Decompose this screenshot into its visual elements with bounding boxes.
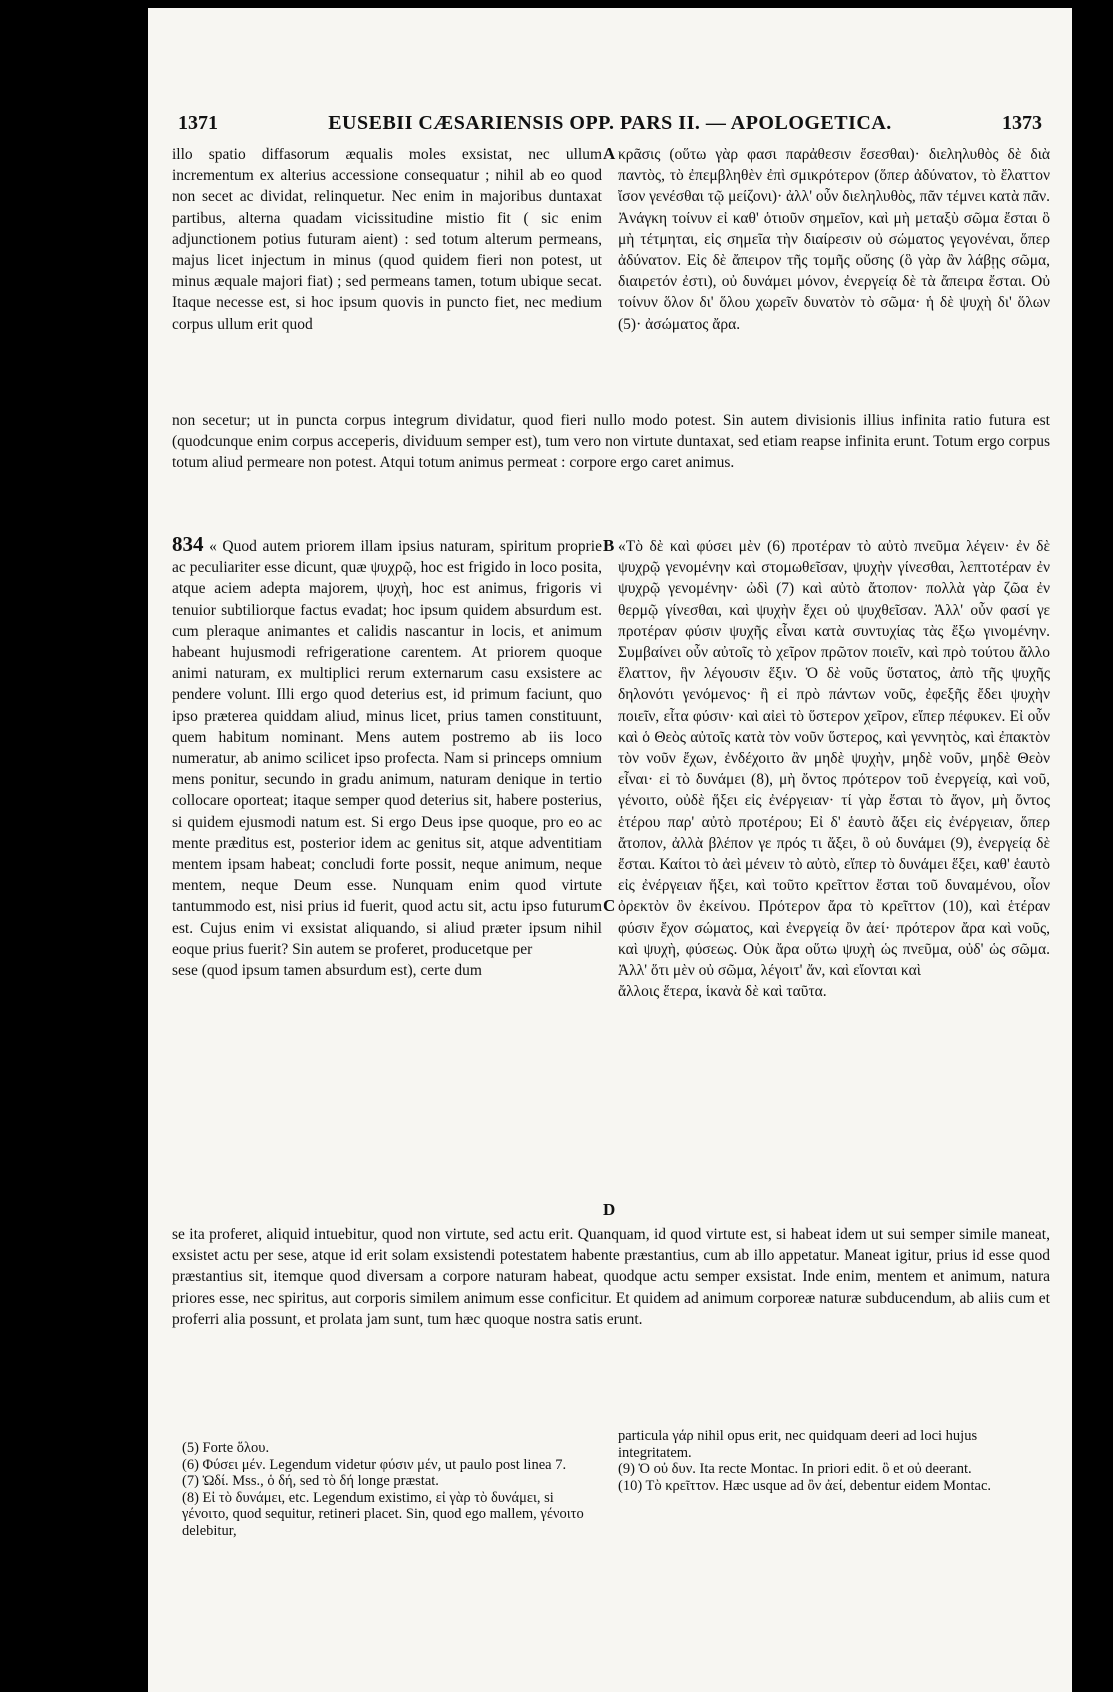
footnote: (10) Τὸ κρεῖττον. Hæc usque ad ὂν ἀεί, debentur eidem Montac. bbox=[618, 1477, 992, 1494]
section1-latin-column bbox=[172, 144, 602, 335]
section2-latin-end: sese (quod ipsum tamen absurdum est), certe dum bbox=[172, 962, 482, 980]
footnote: (5) Forte ὅλου. bbox=[182, 1440, 270, 1456]
page-number-right: 1373 bbox=[1002, 112, 1042, 134]
page-number-left: 1371 bbox=[178, 112, 218, 134]
section2-greek-text: «Τὸ δὲ καὶ φύσει μὲν (6) προτέραν τὸ αὐτὸ πνεῦμα λέγειν· ἐν δὲ ψυχρῷ γενομένην καὶ στομωθεῖσαν, ψυχὴν γίνεσθαι, λεπτοτέραν ἐν ψυχρῷ γενομένην· ὠδὶ (7) καὶ αὐτὸ ἄτοπον· πολλὰ γὰρ ζῶα ἐν θερμῷ γίνεσθαι, καὶ ψυχὴν ἔχει οὐ ψυχθεῖσαν. Ἀλλ' οὖν φασί γε προτέραν φύσιν ψυχῆς εἶναι κατὰ συντυχίας τὰς ἔξω γινομένην. Συμβαίνει οὖν αὐτοῖς τὸ χεῖρον πρῶτον ποιεῖν, καὶ πρὸ τούτου ἄλλο ἔλαττον, ἣν λέγουσιν ἕξιν. Ὁ δὲ νοῦς ὕστατος, ἀπὸ τῆς ψυχῆς δηλονότι γενόμενος· ἢ εἰ πρὸ πάντων νοῦς, ἐφεξῆς ἔδει ψυχὴν ποιεῖν, εἶτα φύσιν· καὶ αἰεὶ τὸ ὕστερον χεῖρον, εἴπερ πέφυκεν. Εἰ οὖν καὶ ὁ Θεὸς αὐτοῖς κατὰ τὸν νοῦν ὕστερος, καὶ γεννητὸς, καὶ ἐπακτὸν τὸν νοῦν ἔχων, ἐνδέχοιτο ἂν μηδὲ ψυχὴν, μηδὲ νοῦν, μηδὲ Θεὸν εἶναι· εἰ τὸ δυνάμει (8), μὴ ὄντος πρότερον τοῦ ἐνεργείᾳ, καὶ νοῦ, γένοιτο, οὐδὲ ἥξει εἰς ἐνέργειαν· τί γὰρ ἔσται τὸ ἄγον, μὴ ὄντος ἑτέρου παρ' αὐτὸ προτέρου; Εἰ δ' ἑαυτὸ ἄξει εἰς ἐνέργειαν, ὅπερ ἄτοπον, ἀλλὰ βλέπον γε πρός τι ἄξει, ὃ οὐ δυνάμει (9), ἐνεργείᾳ δὲ ἔσται. Καίτοι τὸ ἀεὶ μένειν τὸ αὐτὸ, εἴπερ τὸ δυνάμει ἕξει, καθ' ἑαυτὸ εἰς ἐνέργειαν ἥξει, καὶ τοῦτο κρεῖττον ἔσται τοῦ δυναμένου, οἷον ὀρεκτὸν ὂν ἐκείνου. Πρότερον ἄρα τὸ κρεῖττον (10), καὶ ἑτέραν φύσιν ἔχον σώματος, καὶ ἐνεργείᾳ ὂν ἀεί· πρότερον ἄρα καὶ νοῦς, καὶ ψυχὴ, φύσεως. Οὐκ ἄρα οὕτω ψυχὴ ὡς πνεῦμα, οὐδ' ὡς σῶμα. Ἀλλ' ὅτι μὲν οὐ σῶμα, λέγοιτ' ἄν, καὶ εἴονται καὶ bbox=[618, 538, 1050, 980]
section2-latin-text bbox=[172, 534, 602, 960]
margin-marker-d: D bbox=[603, 1200, 616, 1219]
running-header bbox=[178, 112, 1042, 138]
footnote: (7) Ὠδί. Mss., ὁ δή, sed τὸ δή longe præstat. bbox=[182, 1473, 439, 1489]
document-page bbox=[148, 8, 1072, 1692]
section1-greek-column bbox=[618, 144, 1050, 335]
section1-latin-continuation bbox=[172, 410, 1050, 474]
footnote: particula γάρ nihil opus erit, nec quidquam deeri ad loci hujus integritatem. bbox=[618, 1428, 978, 1461]
margin-marker-b: B bbox=[603, 536, 615, 555]
section2-latin-continuation bbox=[172, 1224, 1050, 1330]
footnotes-left bbox=[182, 1440, 602, 1539]
margin-marker-a: A bbox=[603, 144, 616, 163]
footnote: (9) Ὁ οὐ δυν. Ita recte Montac. In priori edit. ὃ et οὐ deerant. bbox=[618, 1461, 972, 1477]
footnote: (8) Εἰ τὸ δυνάμει, etc. Legendum existimo, εἰ γὰρ τὸ δυνάμει, si γένοιτο, quod sequitur, retineri placet. Sin, quod ego mallem, γένοιτο delebitur, bbox=[182, 1489, 584, 1539]
footnotes-right bbox=[618, 1428, 1050, 1494]
running-title: EUSEBII CÆSARIENSIS OPP. PARS II. — APOLOGETICA. bbox=[328, 112, 892, 134]
section1-greek-text: κρᾶσις (οὕτω γὰρ φασι παρἀθεσιν ἔσεσθαι)· διεληλυθὸς δὲ διὰ παντὸς, τὸ ἐπεμβληθὲν ἐπὶ σμικρότερον (ὅπερ ἀδύνατον, τὸ ἔλαττον ἴσον γενέσθαι τῷ μείζονι)· ἀλλ' οὖν διεληλυθὸς, πᾶν τέμνει κατὰ πᾶν. Ἀνάγκη τοίνυν εἰ καθ' ὁτιοῦν σημεῖον, καὶ μὴ μεταξὺ σῶμα ἔσται ὃ μὴ τέτμηται, εἰς σημεῖα τὴν διαίρεσιν οὐ σώματος γεγονέναι, ὅπερ ἀδύνατον. Εἰς δὲ ἄπειρον τῆς τομῆς οὔσης (ὃ γὰρ ἂν λάβῃς σῶμα, διαιρετόν ἐστι), οὐ δυνάμει μόνον, ἐνεργείᾳ δὲ τὰ ἄπειρα ἔσται. Οὐ τοίνυν ὅλον δι' ὅλου χωρεῖν δυνατὸν τὸ σῶμα· ἡ δὲ ψυχὴ δι' ὅλων (5)· ἀσώματος ἄρα. bbox=[618, 146, 1050, 333]
section2-greek-column bbox=[618, 536, 1050, 1002]
footnote: (6) Φύσει μέν. Legendum videtur φύσιν μέν, ut paulo post linea 7. bbox=[182, 1456, 567, 1473]
section2-greek-end: ἄλλοις ἕτερα, ἱκανὰ δὲ καὶ ταῦτα. bbox=[618, 983, 827, 1001]
section2-latin-body: « Quod autem priorem illam ipsius naturam, spiritum proprie ac peculiariter esse dicunt, quæ ψυχρῷ, hoc est frigido in loco posita, atque aciem adepta majorem, ψυχὴ, hoc est animus, frigoris vi tenuior subtiliorque factus evadat; hoc ipsum quidem absurdum est. cum pleraque animantes et calidis nascantur in locis, et animum habeant hujusmodi refrigeratione carentem. At priorem quoque animi naturam, ex multiplici rerum externarum casu exsistere ac pendere volunt. Illi ergo quod deterius est, id primum faciunt, quo ipso præterea quiddam aliud, minus licet, prius tamen constituunt, quem habitum nominant. Mens autem postremo ab iis loco numeratur, ab animo scilicet ipso profecta. Nam si princeps omnium mens ponitur, secundo in gradu animum, naturam denique in tertio collocare oporteat; itaque semper quod deterius sit, habere posterius, si quidem ejusmodi natum est. Si ergo Deus ipse quoque, pro eo ac mente præditus est, posterior idem ac genitus sit, atque adventitiam mentem ipsam habeat; concludi forte possit, neque animum, neque mentem, neque Deum esse. Nunquam enim quod virtute tantummodo est, nisi prius id fuerit, quod actu sit, actu ipso futurum est. Cujus enim vi exsistat aliquando, si aliud præter ipsum nihil eoque prius fuerit? Sin autem se proferet, producetque per bbox=[172, 538, 602, 958]
section1-latin-text: illo spatio diffasorum æqualis moles exsistat, nec ullum incrementum ex alterius accessione consequatur ; nihil ab eo quod non secet ac dividat, relinquetur. Nec enim in majoribus duntaxat partibus, alterna quadam vicissitudine mistio fit ( sic enim adjunctionem potius futuram aient) : sed totum alterum permeans, majus licet injectum in minus (quod quidem fieri non potest, ut minus æquale majori fiat) ; sed permeans tamen, totum ubique secat. Itaque necesse est, si hoc ipsum quovis in puncto fiet, nec medium corpus ullum erit quod bbox=[172, 146, 602, 333]
section-number: 834 bbox=[172, 532, 204, 556]
margin-marker-c: C bbox=[603, 896, 616, 915]
section2-latin-column bbox=[172, 534, 602, 981]
section1-full-text: non secetur; ut in puncta corpus integrum dividatur, quod fieri nullo modo potest. Sin autem divisionis illius infinita ratio futura est (quodcunque enim corpus acceperis, dividuum semper est), tum vero non virtute duntaxat, sed etiam reapse infinita erunt. Totum ergo corpus totum aliud permeare non potest. Atqui totum animus permeat : corpore ergo caret animus. bbox=[172, 412, 1050, 472]
section2-full-text: se ita proferet, aliquid intuebitur, quod non virtute, sed actu erit. Quanquam, id quod virtute est, si habeat idem ut sui semper simile maneat, exsistet actu per sese, atque id erit solam exsistendi potestatem habente præstantius, cum ab illo appetatur. Maneat igitur, prius id esse quod præstantius sit, itemque quod diversam a corpore naturam habeat, quodque actu semper exsistat. Inde enim, mentem et animum, natura priores esse, nec spiritus, aut corporis similem animum esse conficitur. Et quidem ad animum corporeæ naturæ subducendum, ab aliis cum et proferri alia possunt, et prolata jam sunt, tum hæc quoque nostra satis erunt. bbox=[172, 1226, 1050, 1328]
